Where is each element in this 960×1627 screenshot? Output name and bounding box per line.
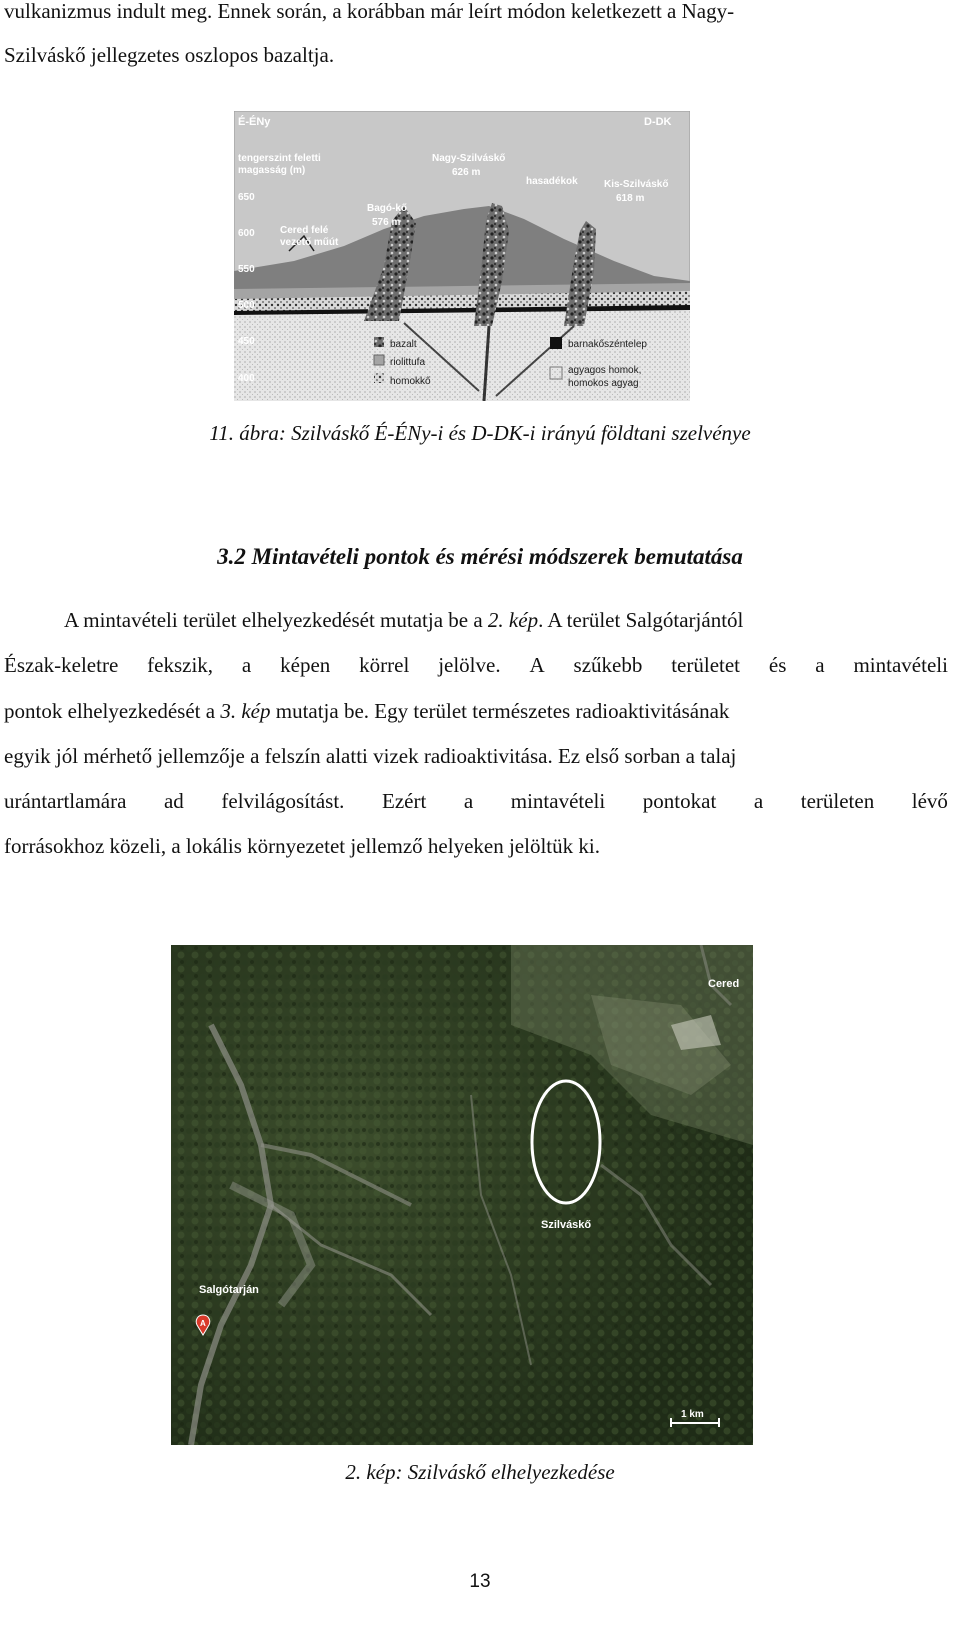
paragraph-line-3 — [4, 696, 948, 726]
paragraph-word: területen — [800, 789, 875, 813]
tick-label: 550 — [238, 264, 255, 275]
paragraph-line-6 — [4, 831, 948, 861]
cered-road-line-1: Cered felé — [280, 225, 329, 236]
peak-nagy-label: Nagy-Szilváskő — [432, 153, 506, 164]
page-number: 13 — [469, 1571, 491, 1592]
axis-title-line-1: tengerszint feletti — [238, 153, 321, 164]
peak-bago-height: 576 m — [372, 217, 401, 228]
paragraph-word: A — [529, 653, 545, 677]
scale-label: 1 km — [681, 1409, 704, 1420]
legend-agyag-swatch — [550, 367, 562, 379]
peak-kis-height: 618 m — [616, 193, 645, 204]
paragraph-word: képen — [280, 653, 331, 677]
geological-section-figure — [234, 111, 690, 401]
paragraph-word: a — [815, 653, 825, 677]
legend-agyag-line-2: homokos agyag — [568, 378, 639, 389]
paragraph-word: a — [241, 653, 252, 677]
legend-bazalt: bazalt — [390, 339, 417, 350]
legend-homokko: homokkő — [390, 376, 431, 387]
tick-label: 450 — [238, 336, 255, 347]
paragraph-word: ad — [163, 789, 184, 813]
legend-agyag-line-1: agyagos homok, — [568, 365, 642, 376]
pin-letter: A — [200, 1319, 206, 1328]
tick-label: 650 — [238, 192, 255, 203]
para-l6-text: forrásokhoz közeli, a lokális környezetet jellemző helyeken jelöltük ki. — [4, 834, 600, 858]
map-label-szilvasko: Szilváskő — [541, 1219, 592, 1231]
intro-text-1: vulkanizmus indult meg. Ennek során, a korábban már leírt módon keletkezett a Nagy- — [4, 0, 735, 23]
paragraph-word: mintavételi — [853, 653, 948, 677]
paragraph-word: lévő — [911, 789, 948, 813]
para-l1-text-a: A mintavételi terület elhelyezkedését mutatja be a — [64, 608, 483, 632]
satellite-map-image — [171, 945, 753, 1445]
paragraph-line-5 — [4, 786, 948, 816]
label-nw: É-ÉNy — [238, 116, 271, 128]
tick-label: 600 — [238, 228, 255, 239]
geological-section-diagram — [234, 111, 690, 401]
paragraph-word: területet — [671, 653, 741, 677]
intro-text-2: Szilváskő jellegzetes oszlopos bazaltja. — [4, 43, 335, 67]
legend-barnakoszen: barnakőszéntelep — [568, 339, 647, 350]
legend-barnakoszen-swatch — [550, 337, 562, 349]
legend-riolittufa: riolittufa — [390, 357, 426, 368]
section-heading: 3.2 Mintavételi pontok és mérési módszerek bemutatása — [217, 544, 743, 569]
paragraph-word: mintavételi — [510, 789, 606, 813]
paragraph-line-2 — [4, 650, 948, 680]
legend-riolittufa-swatch — [374, 355, 384, 365]
map-label-cered: Cered — [708, 978, 740, 990]
satellite-map-figure — [171, 945, 753, 1445]
peak-kis-label: Kis-Szilváskő — [604, 179, 669, 190]
paragraph-word: urántartlamára — [4, 789, 127, 813]
para-l1-ref: 2. kép — [487, 608, 539, 632]
figure-2-caption: 2. kép: Szilváskő elhelyezkedése — [345, 1460, 615, 1484]
hasadekok-label: hasadékok — [526, 176, 578, 187]
legend-homokko-swatch — [374, 373, 384, 383]
tick-label: 400 — [238, 373, 255, 384]
map-label-salgotarjan: Salgótarján — [199, 1284, 259, 1296]
intro-line-2 — [4, 40, 948, 70]
paragraph-word: a — [753, 789, 764, 813]
paragraph-word: Ezért — [382, 789, 427, 813]
paragraph-word: és — [768, 653, 787, 677]
para-l3-text-a: pontok elhelyezkedését a — [4, 699, 216, 723]
para-l3-ref: 3. kép — [220, 699, 271, 723]
paragraph-word: jelölve. — [438, 653, 501, 677]
legend-bazalt-swatch — [374, 337, 384, 347]
paragraph-line-4 — [4, 741, 948, 771]
tick-label: 500 — [238, 300, 255, 311]
para-l1-text-b: . A terület Salgótarjántól — [538, 608, 744, 632]
paragraph-line-1 — [64, 605, 948, 635]
intro-line-1 — [4, 0, 948, 26]
paragraph-word: felvilágosítást. — [221, 789, 345, 813]
peak-bago-label: Bagó-kő — [367, 203, 407, 214]
para-l3-text-b: mutatja be. Egy terület természetes radioaktivitásának — [275, 699, 730, 723]
label-se: D-DK — [644, 116, 672, 128]
cered-road-line-2: vezető műút — [280, 237, 339, 248]
paragraph-word: Észak-keletre — [4, 653, 119, 677]
figure-11-caption: 11. ábra: Szilváskő É-ÉNy-i és D-DK-i irányú földtani szelvénye — [209, 421, 751, 445]
paragraph-word: a — [463, 789, 474, 813]
paragraph-word: pontokat — [642, 789, 717, 813]
paragraph-word: körrel — [359, 653, 410, 677]
paragraph-word: fekszik, — [147, 653, 214, 677]
peak-nagy-height: 626 m — [452, 167, 481, 178]
para-l4-text: egyik jól mérhető jellemzője a felszín alatti vizek radioaktivitása. Ez első sorban a talaj — [4, 744, 737, 768]
paragraph-word: szűkebb — [573, 653, 643, 677]
axis-title-line-2: magasság (m) — [238, 165, 306, 176]
